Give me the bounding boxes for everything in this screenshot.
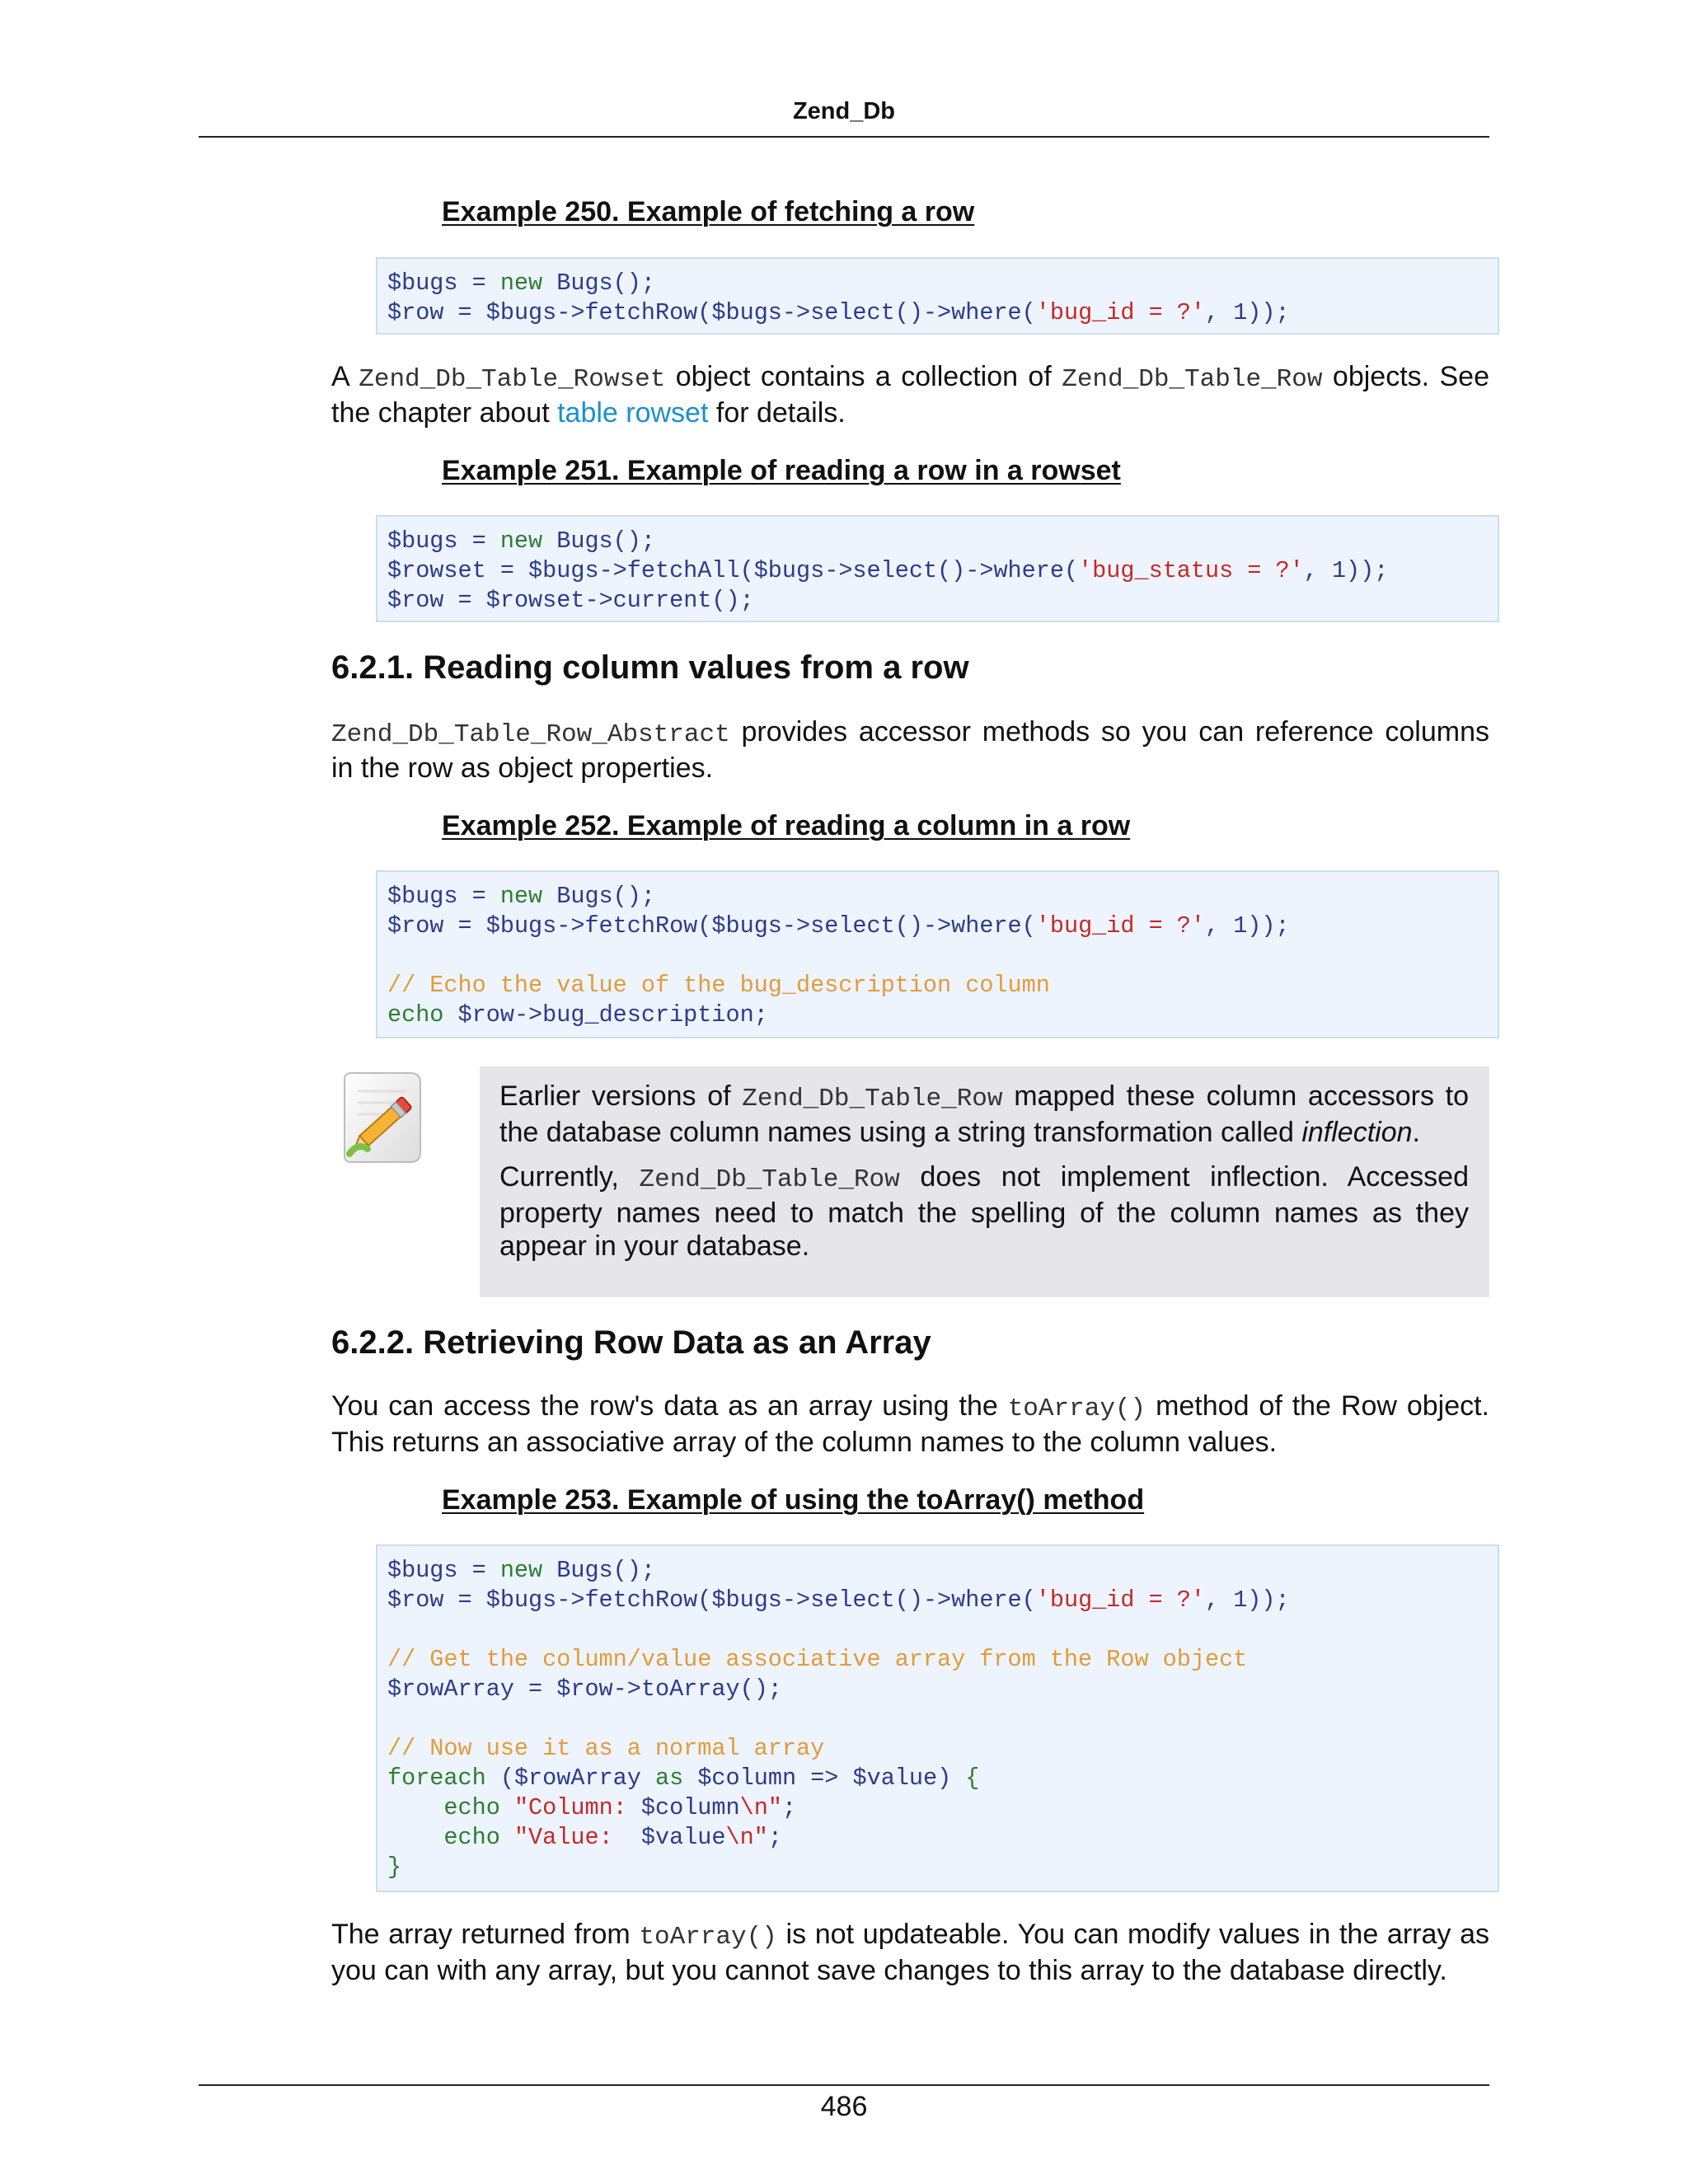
section-heading-6-2-1: 6.2.1. Reading column values from a row — [331, 649, 969, 686]
example-252-title: Example 252. Example of reading a column in a row — [442, 810, 1131, 841]
code-inline: Zend_Db_Table_Row — [1062, 365, 1323, 394]
code-inline: toArray() — [1007, 1394, 1146, 1423]
example-250-title: Example 250. Example of fetching a row — [442, 196, 975, 227]
section-heading-6-2-2: 6.2.2. Retrieving Row Data as an Array — [331, 1324, 931, 1361]
pencil-note-icon — [340, 1070, 425, 1167]
example-253-code — [376, 1544, 1499, 1892]
table-rowset-link[interactable]: table rowset — [557, 397, 709, 429]
code-line — [387, 1704, 1498, 1734]
code-line: // Now use it as a normal array — [387, 1735, 825, 1762]
code-line: $row = $bugs->fetchRow($bugs->select()->where('bug_id = ?', 1)); — [387, 912, 1290, 940]
code-line: $row = $rowset->current(); — [387, 587, 754, 614]
example-253-title: Example 253. Example of using the toArray() method — [442, 1484, 1145, 1516]
code-line — [387, 1615, 1498, 1645]
code-line: $rowset = $bugs->fetchAll($bugs->select()->where('bug_status = ?', 1)); — [387, 557, 1389, 584]
code-line: echo "Column: $column\n"; — [443, 1794, 797, 1821]
example-252-code — [376, 870, 1499, 1038]
code-line: $rowArray = $row->toArray(); — [387, 1675, 782, 1703]
code-line — [387, 941, 1498, 971]
code-line: } — [387, 1854, 402, 1881]
code-inline: toArray() — [639, 1923, 777, 1952]
header-rule — [199, 136, 1489, 138]
footer-rule — [199, 2084, 1489, 2086]
example-250-code — [376, 257, 1499, 335]
example-251-title: Example 251. Example of reading a row in a rowset — [442, 455, 1121, 486]
code-inline: Zend_Db_Table_Row — [742, 1085, 1003, 1113]
code-line: $bugs = new Bugs(); — [387, 1557, 655, 1584]
note-paragraph-2: Currently, Zend_Db_Table_Row does not implement inflection. Accessed property names need to match the spelling of the column names as they appear in your database. — [499, 1161, 1469, 1262]
note-paragraph-1: Earlier versions of Zend_Db_Table_Row mapped these column accessors to the database column names using a string transformation called inflection. — [499, 1080, 1469, 1148]
code-line: foreach ($rowArray as $column => $value) { — [387, 1765, 980, 1792]
code-line: // Get the column/value associative array from the Row object — [387, 1646, 1248, 1673]
code-line: // Echo the value of the bug_description column — [387, 972, 1050, 999]
paragraph-accessor-methods: Zend_Db_Table_Row_Abstract provides accessor methods so you can reference columns in the row as object properties. — [331, 716, 1489, 784]
code-line: echo $row->bug_description; — [387, 1001, 768, 1029]
code-line: $row = $bugs->fetchRow($bugs->select()->where('bug_id = ?', 1)); — [387, 299, 1290, 326]
paragraph-toarray-intro: You can access the row's data as an array using the toArray() method of the Row object. This returns an associative array of the column names to the column values. — [331, 1390, 1490, 1458]
paragraph-rowset-intro: A Zend_Db_Table_Rowset object contains a collection of Zend_Db_Table_Row objects. See the chapter about table rowset for details. — [331, 361, 1490, 429]
code-line: echo "Value: $value\n"; — [443, 1824, 782, 1851]
paragraph-toarray-note: The array returned from toArray() is not updateable. You can modify values in the array as you can with any array, but you cannot save changes to this array to the database directly. — [331, 1919, 1489, 1986]
code-line: $bugs = new Bugs(); — [387, 883, 655, 910]
page-number: 486 — [820, 2091, 868, 2122]
running-header: Zend_Db — [792, 98, 896, 124]
code-inline: Zend_Db_Table_Row_Abstract — [331, 720, 730, 749]
code-line: $bugs = new Bugs(); — [387, 527, 655, 555]
code-inline: Zend_Db_Table_Rowset — [359, 365, 666, 394]
example-251-code — [376, 515, 1499, 622]
code-line: $row = $bugs->fetchRow($bugs->select()->where('bug_id = ?', 1)); — [387, 1586, 1290, 1614]
code-inline: Zend_Db_Table_Row — [639, 1165, 900, 1194]
note-box — [480, 1066, 1489, 1297]
code-line: $bugs = new Bugs(); — [387, 269, 655, 297]
